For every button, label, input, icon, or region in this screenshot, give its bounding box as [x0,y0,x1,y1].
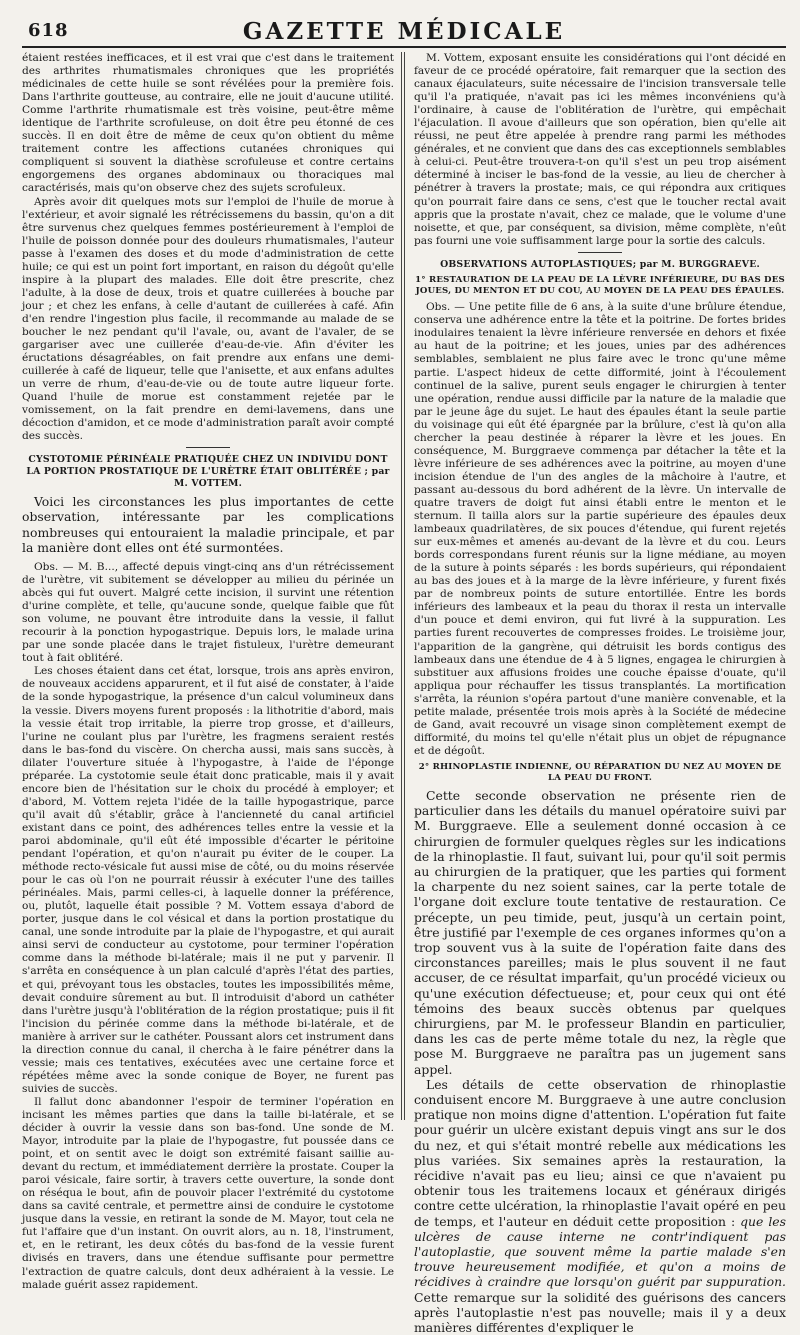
p3-text-a: Les détails de cette observation de rhinoplastie conduisent encore M. Burggraeve à une autre conclusion pratique non moins digne d'attention. L'opération fut faite pour guérir un ulcère existant depuis vingt ans sur le dos du nez, et qui s'était montré rebelle aux médications les plus variées. Six semaines après la restauration, la récidive n'avait pas eu lieu; ainsi ce que n'avaient pu obtenir tous les traitemens locaux et généraux dirigés contre cette ulcération, la rhinoplastie l'avait opéré en peu de temps, et l'auteur en déduit cette proposition : [414,1076,786,1229]
autoplastic-observation: Obs. — Une petite fille de 6 ans, à la suite d'une brûlure étendue, conserva une adhérence entre la tête et la poitrine. De fortes brides inodulaires tenaient la lèvre inférieure renversée en dehors et fixée au haut de la poitrine; et les joues, unies par des adhérences semblables, semblaient ne plus faire avec le tronc qu'une même partie. L'aspect hideux de cette difformité, joint à l'écoulement continuel de la salive, purent seuls engager le chirurgien à tenter une opération, rendue aussi difficile par la nature de la maladie que par le jeune âge du sujet. Le haut des épaules étant la seule partie du voisinage qui eût été épargnée par la brûlure, c'est là qu'on alla chercher la peau destinée à réparer la lèvre et les joues. En conséquence, M. Burggraeve commença par détacher la tête et la lèvre inférieure de ses adhérences avec la poitrine, au moyen d'une incision étendue de l'un des angles de la mâchoire à l'autre, et passant au-dessous du bord adhérent de la lèvre. Un intervalle de quatre travers de doigt fut ainsi établi entre le menton et le sternum. Il tailla alors sur la partie supérieure des épaules deux lambeaux quadrilatères, de six pouces d'étendue, qui furent rejetés sur eux-mêmes et amenés au-devant de la lèvre et du cou. Leurs bords correspondans furent réunis sur la ligne médiane, au moyen de la suture à points séparés : les bords supérieurs, qui répondaient au bas des joues et à la marge de la lèvre inférieure, y furent fixés par de nombreux points de suture entortillée. Entre les bords inférieurs des lambeaux et la peau du thorax il resta un intervalle d'un pouce et demi environ, qui fut livré à la suppuration. Les parties furent recouvertes de compresses froides. Le troisième jour, l'apparition de la gangrène, qui détruisit les bords contigus des lambeaux dans une étendue de 4 à 5 lignes, engagea le chirurgien à substituer aux affusions froides une couche épaisse d'ouate, qu'il appliqua pour réchauffer les tissus transplantés. La mortification s'arrêta, la réunion s'opéra partout d'une manière convenable, et la petite malade, présentée trois mois après à la Société de médecine de Gand, avait recouvré un visage sinon complètement exempt de difformité, du moins tel qu'elle n'était plus un objet de répugnance et de dégoût. [414,301,786,757]
cystotomie-intro: Voici les circonstances les plus importantes de cette observation, intéressante par les complications nombreuses qui entouraient la maladie principale, et par la manière dont elles ont été surmontées. [22,494,394,555]
left-paragraph-4: Il fallut donc abandonner l'espoir de terminer l'opération en incisant les mêmes parties que dans la taille bi-latérale, et se décider à ouvrir la vessie dans son bas-fond. Une sonde de M. Mayor, introduite par la plaie de l'hypogastre, fut poussée dans ce point, et on sentit avec le doigt son extrémité faisant saillie au-devant du rectum, et immédiatement derrière la prostate. Couper la paroi vésicale, faire sortir, à travers cette ouverture, la sonde dont on réséqua le bout, afin de pouvoir placer l'extrémité du cystotome dans sa cavité centrale, et permettre ainsi de conduire le cystotome jusque dans la vessie, en retirant la sonde de M. Mayor, tout cela ne fut l'affaire que d'un instant. On ouvrit alors, au n. 18, l'instrument, et, en le retirant, les deux côtés du bas-fond de la vessie furent divisés en travers, dans une étendue suffisante pour permettre l'extraction de quatre calculs, dont deux adhéraient à la vessie. Le malade guérit assez rapidement. [22,1095,394,1291]
p3-quote: que les ulcères de cause interne ne contr'indiquent pas l'autoplastie, que souvent même la partie malade s'en trouve heureusement modifiée, et qu'on a moins de récidives à craindre que lorsqu'on guérit par suppuration. [414,1213,786,1290]
subheading-2: 2° RHINOPLASTIE INDIENNE, OU RÉPARATION DU NEZ AU MOYEN DE LA PEAU DU FRONT. [418,761,782,783]
column-divider [401,52,405,1120]
cystotomie-heading: CYSTOTOMIE PÉRINÉALE PRATIQUÉE CHEZ UN INDIVIDU DONT LA PORTION PROSTATIQUE DE L'URÈTRE ÉTAIT OBLITÉRÉE ; par M. VOTTEM. [26,454,390,489]
section-rule [186,447,230,448]
two-column-body [22,52,786,1335]
cystotomie-observation: Obs. — M. B..., affecté depuis vingt-cinq ans d'un rétrécissement de l'urètre, vit subitement se développer au milieu du périnée un abcès qui fut ouvert. Malgré cette incision, il survint une rétention d'urine complète, et telle, qu'aucune sonde, quelque faible que fût son volume, ne pouvant être introduite dans la vessie, il fallut recourir à la ponction hypogastrique. Depuis lors, le malade urina par une sonde placée dans le trajet fistuleux, l'urètre demeurant tout à fait oblitéré. [22,561,394,665]
gazette-title: GAZETTE MÉDICALE [242,18,566,45]
left-column [22,52,400,1291]
left-paragraph-2: Après avoir dit quelques mots sur l'emploi de l'huile de morue à l'extérieur, et avoir signalé les rétrécissemens du bassin, qu'on a dit être survenus chez quelques femmes postérieurement à l'emploi de l'huile de poisson donnée pour des douleurs rhumatismales, l'auteur passe à l'examen des doses et du mode d'administration de cette huile; ce qui est un point fort important, en raison du dégoût qu'elle inspire à la plupart des malades. Elle doit être prescrite, chez l'adulte, à la dose de deux, trois et quatre cuillerées à bouche par jour ; et chez les enfans, à celle d'autant de cuillerées à café. Afin d'en rendre l'ingestion plus facile, il recommande au malade de se boucher le nez pendant qu'il l'avale, ou, avant de l'avaler, de se gargariser avec une cuillerée d'eau-de-vie. Afin d'éviter les éructations désagréables, on fait prendre aux enfans une demi-cuillerée à café de liqueur, telle que l'anisette, et aux enfans adultes un verre de rhum, d'eau-de-vie ou de toute autre liqueur forte. Quand l'huile de morue est constamment rejetée par le vomissement, on la fait prendre en demi-lavemens, dans une décoction d'amidon, et ce mode d'administration paraît avoir compté des succès. [22,195,394,443]
autoplastic-heading: OBSERVATIONS AUTOPLASTIQUES; par M. BURGGRAEVE. [440,258,760,270]
p3-text-b: Cette remarque sur la solidité des guérisons des cancers après l'autoplastie n'est pas nouvelle; mais il y a deux manières différentes d'expliquer le [414,1289,786,1335]
left-paragraph-3: Les choses étaient dans cet état, lorsque, trois ans après environ, de nouveaux accidens apparurent, et il fut aisé de constater, à l'aide de la sonde hypogastrique, la présence d'un calcul volumineux dans la vessie. Divers moyens furent proposés : la lithotritie d'abord, mais la vessie était trop irritable, la pierre trop grosse, et d'ailleurs, l'urine ne coulant plus par l'urètre, les fragmens seraient restés dans le bas-fond du viscère. On chercha aussi, mais sans succès, à dilater l'ouverture située à l'hypogastre, à l'aide de l'éponge préparée. La cystotomie seule était donc praticable, mais il y avait encore bien de l'hésitation sur le choix du procédé à employer; et d'abord, M. Vottem rejeta l'idée de la taille hypogastrique, parce qu'il avait dû s'établir, grâce à l'ancienneté du canal artificiel existant dans ce point, des adhérences telles entre la vessie et la paroi abdominale, qu'il eût été impossible d'écarter le péritoine pendant l'opération, et qu'on n'aurait pu éviter de le couper. La méthode recto-vésicale fut aussi mise de côté, ou du moins réservée pour le cas où l'on ne pourrait réussir à exécuter l'une des tailles périnéales. Mais, parmi celles-ci, à laquelle donner la préférence, ou, plutôt, laquelle était possible ? M. Vottem essaya d'abord de porter, jusque dans le col vésical et dans la portion prostatique du canal, une sonde introduite par la plaie de l'hypogastre, et qui aurait ainsi servi de conducteur au cystotome, pour terminer l'opération comme dans la méthode bi-latérale; mais il ne put y parvenir. Il s'arrêta en conséquence à un plan calculé d'après l'état des parties, et qui, prévoyant tous les obstacles, toutes les impossibilités même, devait conduire sûrement au but. Il introduisit d'abord un cathéter dans l'urètre jusqu'à l'oblitération de la région prostatique; puis il fit l'incision du périnée comme dans la méthode bi-latérale, et de manière à arriver sur le cathéter. Poussant alors cet instrument dans la direction connue du canal, il chercha à le faire pénétrer dans la vessie; mais ces tentatives, exécutées avec une certaine force et répétées même avec la sonde conique de Boyer, ne furent pas suivies de succès. [22,665,394,1095]
section-rule-2 [578,252,622,253]
left-paragraph-1: étaient restées inefficaces, et il est vrai que c'est dans le traitement des arthrites rhumatismales chroniques que les propriétés médicinales de cette huile se sont révélées pour la première fois. Dans l'arthrite goutteuse, au contraire, elle ne jouit d'aucune utilité. Comme l'arthrite rhumatismale est très voisine, peut-être même identique de l'arthrite scrofuleuse, on doit être peu étonné de ces succès. Il en doit être de même de ceux qu'on obtient du même traitement contre les affections cutanées chroniques qui compliquent si souvent la diathèse scrofuleuse et contre certains engorgemens des organes abdominaux ou thoraciques mal caractérisés, mais qu'on observe chez des sujets scrofuleux. [22,52,394,195]
right-paragraph-2: Cette seconde observation ne présente rien de particulier dans les détails du manuel opératoire suivi par M. Burggraeve. Elle a seulement donné occasion à ce chirurgien de formuler quelques règles sur les indications de la rhinoplastie. Il faut, suivant lui, pour qu'il soit permis au chirurgien de la pratiquer, que les parties qui forment la charpente du nez soient saines, car la perte totale de l'organe doit exclure toute tentative de restauration. Ce précepte, un peu timide, peut, jusqu'à un certain point, être justifié par l'exemple de ces organes informes qu'on a trop souvent vus à la suite de l'opération faite dans des circonstances pareilles; mais le plus souvent il ne faut accuser, de ce résultat imparfait, qu'un procédé vicieux ou qu'une exécution défectueuse; et, pour ceux qui ont été témoins des beaux succès obtenus par quelques chirurgiens, par M. le professeur Blandin en particulier, dans les cas de perte même totale du nez, la règle que pose M. Burggraeve ne paraîtra pas un jugement sans appel. [414,787,786,1077]
right-column [406,52,786,1335]
right-paragraph-1: M. Vottem, exposant ensuite les considérations qui l'ont décidé en faveur de ce procédé opératoire, fait remarquer que la section des canaux éjaculateurs, suite nécessaire de l'incision transversale telle qu'il l'a pratiquée, n'avait pas ici les mêmes inconvéniens qu'à l'ordinaire, à cause de l'oblitération de l'urètre, qui empêchait l'éjaculation. Il avoue d'ailleurs que son opération, bien qu'elle ait réussi, ne peut être appelée à prendre rang parmi les méthodes générales, et ne convient que dans des cas exceptionnels semblables à celui-ci. Peut-être trouvera-t-on qu'il s'est un peu trop aisément déterminé à inciser le bas-fond de la vessie, au lieu de chercher à pénétrer à travers la prostate; mais, ce qui répondra aux critiques qu'on pourrait faire dans ce sens, c'est que le toucher rectal avait appris que la prostate n'avait, chez ce malade, que le volume d'une noisette, et que, par conséquent, sa division, même complète, n'eût pas fourni une voie suffisamment large pour la sortie des calculs. [414,52,786,247]
right-paragraph-3 [414,1077,786,1335]
page-header [22,0,786,48]
subheading-1: 1° RESTAURATION DE LA PEAU DE LA LÈVRE INFÉRIEURE, DU BAS DES JOUES, DU MENTON ET DU COU, AU MOYEN DE LA PEAU DES ÉPAULES. [415,275,785,297]
page-number: 618 [28,20,69,41]
